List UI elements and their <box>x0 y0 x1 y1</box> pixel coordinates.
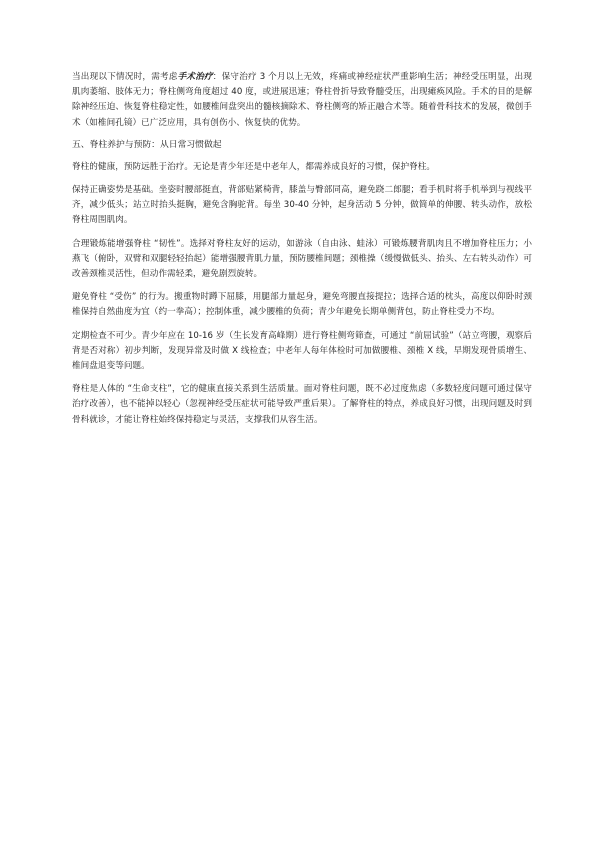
section-heading: 五、脊柱养护与预防：从日常习惯做起 <box>72 139 222 150</box>
paragraph-surgery-body: ：保守治疗 3 个月以上无效，疼痛或神经症状严重影响生活；神经受压明显，出现肌肉萎缩、肢体无力；脊柱侧弯角度超过 40 度，或进展迅速；脊柱骨折导致脊髓受压，出现瘫痪风险。手术的目的是解除神经压迫、恢复脊柱稳定性，如腰椎间盘突出的髓核摘除术、脊柱侧弯的矫正融合术等。随着骨科技术的发展，微创手术（如椎间孔镜）已广泛应用，具有创伤小、恢复快的优势。 <box>72 72 532 128</box>
paragraph-exercise: 合理锻炼能增强脊柱 “韧性”。选择对脊柱友好的运动，如游泳（自由泳、蛙泳）可锻炼腰背肌肉且不增加脊柱压力；小燕飞（俯卧，双臂和双腿轻轻抬起）能增强腰背肌力量，预防腰椎间题；颈椎操（缓慢做低头、抬头、左右转头动作）可改善颈椎灵活性，但动作需轻柔，避免剧烈旋转。 <box>72 238 532 280</box>
paragraph-checkup: 定期检查不可少。青少年应在 10-16 岁（生长发育高峰期）进行脊柱侧弯筛查，可通过 “前屈试验”（站立弯腰，观察后背是否对称）初步判断，发现异常及时做 X 线检查；中老年人每年体检时可加做腰椎、颈椎 X 线，早期发现骨质增生、椎间盘退变等问题。 <box>72 330 532 372</box>
surgery-emphasis: 手术治疗 <box>177 72 213 82</box>
paragraph-surgery <box>72 70 532 131</box>
document-page <box>72 70 532 436</box>
paragraph-surgery-lead: 当出现以下情况时，需考虑 <box>72 72 178 82</box>
paragraph-avoid-injury: 避免脊柱 “受伤” 的行为。搬重物时蹲下屈膝，用腿部力量起身，避免弯腰直接提拉；选择合适的枕头，高度以仰卧时颈椎保持自然曲度为宜（约一拳高）；控制体重，减少腰椎的负荷；青少年避免长期单侧背包，防止脊柱受力不均。 <box>72 292 532 318</box>
paragraph-posture: 保持正确姿势是基础。坐姿时腰部挺直，背部贴紧椅背，膝盖与臀部同高，避免跷二郎腿；看手机时将手机举到与视线平齐，减少低头；站立时抬头挺胸，避免含胸驼背。每坐 30-40 分钟，起身活动 5 分钟，做简单的伸腰、转头动作，放松脊柱周围肌肉。 <box>72 185 532 226</box>
paragraph-prevention: 脊柱的健康，预防远胜于治疗。无论是青少年还是中老年人，都需养成良好的习惯，保护脊柱。 <box>72 161 436 172</box>
paragraph-conclusion: 脊柱是人体的 “生命支柱”，它的健康直接关系到生活质量。面对脊柱问题，既不必过度焦虑（多数轻度问题可通过保守治疗改善），也不能掉以轻心（忽视神经受压症状可能导致严重后果）。了解脊柱的特点，养成良好习惯，出现问题及时到骨科就诊，才能让脊柱始终保持稳定与灵活，支撑我们从容生活。 <box>72 384 532 425</box>
